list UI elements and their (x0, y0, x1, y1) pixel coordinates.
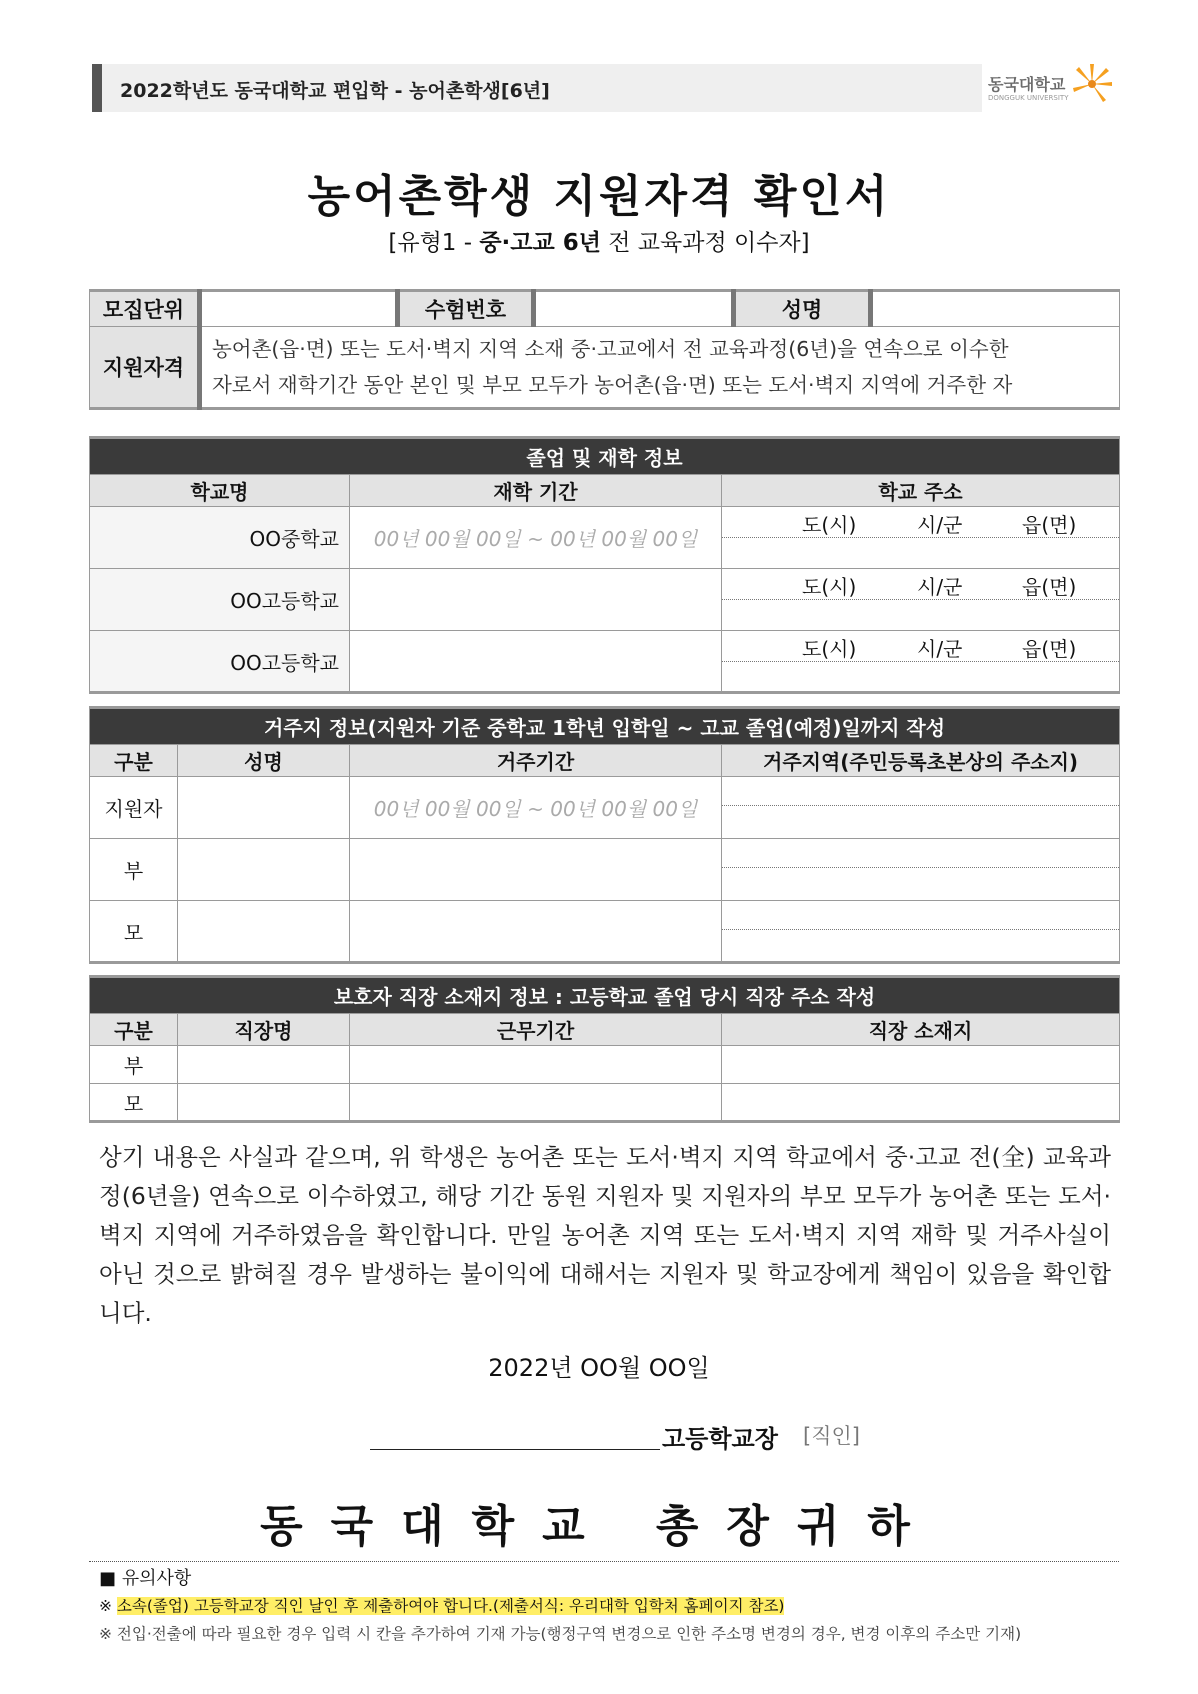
addr-si: 시/군 (917, 575, 963, 599)
exam-number-field[interactable] (534, 291, 734, 327)
notes-divider (89, 1561, 1119, 1562)
region-field[interactable] (722, 839, 1120, 901)
exam-number-label: 수험번호 (398, 291, 534, 327)
col-work-location: 직장 소재지 (722, 1014, 1120, 1046)
university-logo (988, 62, 1108, 112)
table-row (90, 569, 1120, 631)
notes-heading: ■ 유의사항 (99, 1568, 192, 1589)
addr-si: 시/군 (917, 637, 963, 661)
logo-subtext: DONGGUK UNIVERSITY (988, 94, 1069, 102)
addr-do: 도(시) (802, 575, 857, 599)
col-study-period: 재학 기간 (350, 475, 722, 507)
subtitle-bold: 중·고교 6년 (479, 230, 601, 256)
col-name: 성명 (178, 745, 350, 777)
note-1 (99, 1594, 784, 1616)
table-row (90, 631, 1120, 693)
workplace-field[interactable] (178, 1084, 350, 1122)
study-period[interactable] (350, 569, 722, 631)
col-type: 구분 (90, 745, 178, 777)
addressee: 동국대학교 총장귀하 (260, 1501, 938, 1552)
name-field[interactable] (871, 291, 1120, 327)
header-text: 2022학년도 동국대학교 편입학 - 농어촌학생[6년] (120, 80, 550, 102)
document-subtitle (0, 224, 1198, 257)
row-type: 지원자 (90, 777, 178, 839)
work-location-field[interactable] (722, 1084, 1120, 1122)
note-1-mark: ※ (99, 1597, 117, 1615)
school-name: OO고등학교 (90, 569, 350, 631)
col-school-address: 학교 주소 (722, 475, 1120, 507)
signature-line[interactable] (370, 1449, 660, 1450)
school-name: OO고등학교 (90, 631, 350, 693)
workplace-field[interactable] (178, 1046, 350, 1084)
guardian-work-table (89, 975, 1120, 1123)
study-period[interactable]: 00년 00월 00일 ~ 00년 00월 00일 (350, 507, 722, 569)
addr-eup: 읍(면) (1022, 575, 1077, 599)
addr-eup: 읍(면) (1022, 513, 1077, 537)
guardian-section-title: 보호자 직장 소재지 정보 : 고등학교 졸업 당시 직장 주소 작성 (90, 977, 1120, 1014)
note-1-text: 소속(졸업) 고등학교장 직인 날인 후 제출하여야 합니다.(제출서식: 우리대학 입학처 홈페이지 참조) (116, 1597, 785, 1615)
document-title: 농어촌학생 지원자격 확인서 (307, 171, 891, 222)
logo-text: 동국대학교 (988, 75, 1066, 94)
official-seal-placeholder: [직인] (803, 1424, 860, 1448)
subtitle-prefix: [유형1 - (388, 230, 480, 256)
addr-do: 도(시) (802, 637, 857, 661)
school-section-title: 졸업 및 재학 정보 (90, 438, 1120, 475)
region-field[interactable] (722, 901, 1120, 963)
col-residence-period: 거주기간 (350, 745, 722, 777)
col-school-name: 학교명 (90, 475, 350, 507)
study-period[interactable] (350, 631, 722, 693)
qualification-line-1: 농어촌(읍·면) 또는 도서·벽지 지역 소재 중·고교에서 전 교육과정(6년)을 연속으로 이수한 (212, 337, 1009, 361)
col-workplace: 직장명 (178, 1014, 350, 1046)
table-row (90, 1084, 1120, 1122)
school-name: OO중학교 (90, 507, 350, 569)
applicant-info-table (89, 289, 1120, 410)
row-type: 모 (90, 1084, 178, 1122)
issue-date: 2022년 OO월 OO일 (488, 1354, 710, 1382)
addr-eup: 읍(면) (1022, 637, 1077, 661)
subtitle-suffix: 전 교육과정 이수자] (600, 230, 810, 256)
work-period-field[interactable] (350, 1046, 722, 1084)
name-field[interactable] (178, 901, 350, 963)
school-info-table (89, 436, 1120, 694)
addr-do: 도(시) (802, 513, 857, 537)
residence-period[interactable]: 00년 00월 00일 ~ 00년 00월 00일 (350, 777, 722, 839)
school-address[interactable] (722, 507, 1120, 569)
residence-period[interactable] (350, 839, 722, 901)
row-type: 부 (90, 1046, 178, 1084)
signer-title: 고등학교장 (662, 1425, 778, 1453)
table-row (90, 839, 1120, 901)
confirmation-statement: 상기 내용은 사실과 같으며, 위 학생은 농어촌 또는 도서·벽지 지역 학교에서 중·고교 전(全) 교육과정(6년을) 연속으로 이수하였고, 해당 기간 동원 지원자 및 지원자의 부모 모두가 농어촌 또는 도서·벽지 지역에 거주하였음을 확인합니다. 만일 농어촌 지역 또는 도서·벽지 지역 재학 및 거주사실이 아닌 것으로 밝혀질 경우 발생하는 불이익에 대해서는 지원자 및 학교장에게 책임이 있음을 확인합니다. (99, 1143, 1111, 1327)
name-field[interactable] (178, 839, 350, 901)
school-address[interactable] (722, 569, 1120, 631)
table-row (90, 507, 1120, 569)
table-row (90, 901, 1120, 963)
qualification-line-2: 자로서 재학기간 동안 본인 및 부모 모두가 농어촌(읍·면) 또는 도서·벽지 지역에 거주한 자 (212, 373, 1013, 397)
addr-si: 시/군 (917, 513, 963, 537)
qualification-text (200, 327, 1120, 409)
work-period-field[interactable] (350, 1084, 722, 1122)
name-label: 성명 (734, 291, 871, 327)
qualification-label: 지원자격 (90, 327, 200, 409)
col-type: 구분 (90, 1014, 178, 1046)
col-residence-region: 거주지역(주민등록초본상의 주소지) (722, 745, 1120, 777)
table-row (90, 1046, 1120, 1084)
note-2: ※ 전입·전출에 따라 필요한 경우 입력 시 칸을 추가하여 기재 가능(행정구역 변경으로 인한 주소명 변경의 경우, 변경 이후의 주소만 기재) (99, 1625, 1022, 1643)
unit-label: 모집단위 (90, 291, 200, 327)
residence-period[interactable] (350, 901, 722, 963)
row-type: 부 (90, 839, 178, 901)
table-row (90, 777, 1120, 839)
col-work-period: 근무기간 (350, 1014, 722, 1046)
name-field[interactable] (178, 777, 350, 839)
row-type: 모 (90, 901, 178, 963)
residence-info-table (89, 706, 1120, 964)
logo-star-icon (1070, 62, 1114, 106)
work-location-field[interactable] (722, 1046, 1120, 1084)
region-field[interactable] (722, 777, 1120, 839)
unit-field[interactable] (200, 291, 398, 327)
residence-section-title: 거주지 정보(지원자 기준 중학교 1학년 입학일 ~ 고교 졸업(예정)일까지 작성 (90, 708, 1120, 745)
header-bar (92, 64, 982, 112)
school-address[interactable] (722, 631, 1120, 693)
